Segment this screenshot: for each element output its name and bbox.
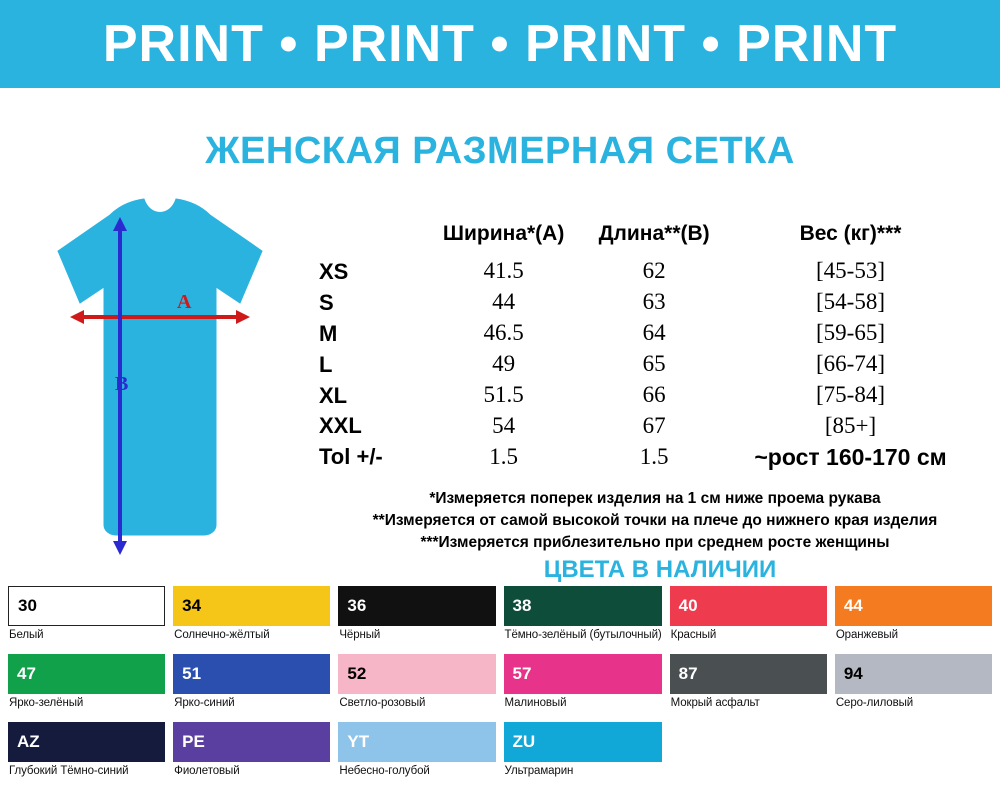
footnote-1: *Измеряется поперек изделия на 1 см ниже проема рукава <box>429 490 881 507</box>
swatch-code: 87 <box>678 664 698 683</box>
colors-available-heading: ЦВЕТА В НАЛИЧИИ <box>543 556 777 583</box>
swatch-color-box <box>338 586 495 626</box>
color-swatch[interactable] <box>835 654 992 718</box>
swatch-color-box <box>504 586 662 626</box>
swatch-name: Малиновый <box>504 697 567 709</box>
swatch-name: Небесно-голубой <box>339 765 430 777</box>
color-swatch-grid <box>8 586 992 786</box>
swatch-color-box <box>173 722 330 762</box>
cell-size: Tol +/- <box>319 444 383 470</box>
swatch-color-box <box>8 586 165 626</box>
swatch-color-box <box>173 654 330 694</box>
swatch-color-box <box>835 586 992 626</box>
color-swatch[interactable] <box>173 586 330 650</box>
size-table-wrapper <box>315 222 990 473</box>
header-weight: Вес (кг)*** <box>799 222 902 245</box>
swatch-name: Фиолетовый <box>174 765 240 777</box>
cell-width: 51.5 <box>483 381 524 407</box>
cell-width: 1.5 <box>489 443 518 469</box>
swatch-name: Ярко-синий <box>174 697 235 709</box>
swatch-name: Тёмно-зелёный (бутылочный) <box>504 629 662 641</box>
table-row <box>315 256 975 287</box>
swatch-color-box <box>338 654 495 694</box>
color-swatch[interactable] <box>504 654 662 718</box>
color-swatch[interactable] <box>173 654 330 718</box>
color-swatch[interactable] <box>670 586 827 650</box>
color-swatch[interactable] <box>504 722 662 786</box>
table-row <box>315 411 975 442</box>
color-swatch[interactable] <box>8 654 165 718</box>
swatch-color-box <box>173 586 330 626</box>
swatch-name: Серо-лиловый <box>835 697 914 709</box>
swatch-name: Чёрный <box>339 629 381 641</box>
dimension-label-b: B <box>115 373 129 395</box>
color-swatch[interactable] <box>8 586 165 650</box>
swatch-code: 38 <box>512 596 532 615</box>
swatch-name: Ярко-зелёный <box>9 697 84 709</box>
color-swatch[interactable] <box>504 586 662 650</box>
swatch-name: Красный <box>670 629 717 641</box>
cell-weight: [45-53] <box>816 258 885 283</box>
swatch-color-box <box>835 654 992 694</box>
swatch-name: Оранжевый <box>835 629 898 641</box>
print-banner <box>0 0 1000 88</box>
swatch-color-box <box>504 654 662 694</box>
color-swatch[interactable] <box>8 722 165 786</box>
cell-weight: [59-65] <box>816 319 885 345</box>
cell-width: 54 <box>492 412 516 438</box>
swatch-color-box <box>670 654 827 694</box>
cell-size: XS <box>319 258 349 284</box>
header-size <box>315 222 425 256</box>
header-width: Ширина*(A) <box>442 222 565 245</box>
cell-size: L <box>319 351 333 377</box>
table-row <box>315 380 975 411</box>
print-banner-text: PRINT • PRINT • PRINT • PRINT <box>102 15 898 73</box>
swatch-color-box <box>8 654 165 694</box>
footnote-2: **Измеряется от самой высокой точки на плече до нижнего края изделия <box>372 512 938 529</box>
cell-width: 44 <box>492 288 516 314</box>
cell-height-note: ~рост 160-170 см <box>754 443 947 470</box>
swatch-code: 52 <box>347 664 367 683</box>
cell-size: XL <box>319 382 348 408</box>
cell-weight: [54-58] <box>816 288 885 314</box>
swatch-name: Светло-розовый <box>339 697 426 709</box>
swatch-name: Ультрамарин <box>504 765 574 777</box>
cell-length: 62 <box>642 258 666 283</box>
swatch-code: PE <box>182 732 205 751</box>
cell-size: XXL <box>319 413 362 439</box>
page-title: ЖЕНСКАЯ РАЗМЕРНАЯ СЕТКА <box>205 130 795 172</box>
cell-size: M <box>319 320 338 346</box>
table-row <box>315 318 975 349</box>
swatch-code: 30 <box>18 596 37 615</box>
swatch-color-box <box>504 722 662 762</box>
cell-length: 65 <box>642 350 666 376</box>
header-length: Длина**(B) <box>598 222 710 245</box>
footnotes <box>320 488 990 554</box>
swatch-name: Мокрый асфальт <box>670 697 760 709</box>
cell-length: 64 <box>642 319 666 345</box>
size-table <box>315 222 975 473</box>
footnote-3: ***Измеряется приблезительно при среднем росте женщины <box>420 534 890 551</box>
color-swatch[interactable] <box>338 722 495 786</box>
swatch-name: Глубокий Тёмно-синий <box>9 765 129 777</box>
cell-length: 67 <box>642 412 666 438</box>
table-row <box>315 287 975 318</box>
cell-length: 1.5 <box>639 443 669 469</box>
swatch-name: Белый <box>9 629 44 641</box>
swatch-code: 34 <box>182 596 202 615</box>
table-row <box>315 349 975 380</box>
swatch-code: 47 <box>17 664 36 683</box>
table-row <box>315 442 975 473</box>
tshirt-illustration <box>10 195 310 575</box>
cell-width: 41.5 <box>483 258 524 283</box>
color-swatch[interactable] <box>338 654 495 718</box>
swatch-code: 94 <box>843 664 863 683</box>
dimension-label-a: A <box>177 291 192 313</box>
cell-length: 66 <box>642 381 666 407</box>
swatch-code: YT <box>347 732 370 751</box>
swatch-code: 57 <box>512 664 532 683</box>
swatch-code: 36 <box>347 596 367 615</box>
swatch-code: 51 <box>182 664 202 683</box>
swatch-color-box <box>670 586 827 626</box>
swatch-name: Солнечно-жёлтый <box>174 629 270 641</box>
cell-size: S <box>319 289 334 315</box>
cell-weight: [75-84] <box>816 381 885 407</box>
tshirt-svg <box>10 195 310 575</box>
cell-weight: [85+] <box>824 412 877 438</box>
cell-width: 46.5 <box>483 319 524 345</box>
cell-weight: [66-74] <box>816 350 885 376</box>
swatch-color-box <box>338 722 495 762</box>
cell-length: 63 <box>642 288 666 314</box>
size-table-header-row <box>315 222 975 256</box>
swatch-code: AZ <box>17 732 40 751</box>
swatch-code: ZU <box>512 732 536 751</box>
cell-width: 49 <box>492 350 516 376</box>
swatch-color-box <box>8 722 165 762</box>
color-swatch[interactable] <box>173 722 330 786</box>
color-swatch[interactable] <box>835 586 992 650</box>
swatch-code: 40 <box>678 596 698 615</box>
tshirt-body <box>58 199 262 535</box>
swatch-code: 44 <box>843 596 863 615</box>
color-swatch[interactable] <box>670 654 827 718</box>
color-swatch[interactable] <box>338 586 495 650</box>
